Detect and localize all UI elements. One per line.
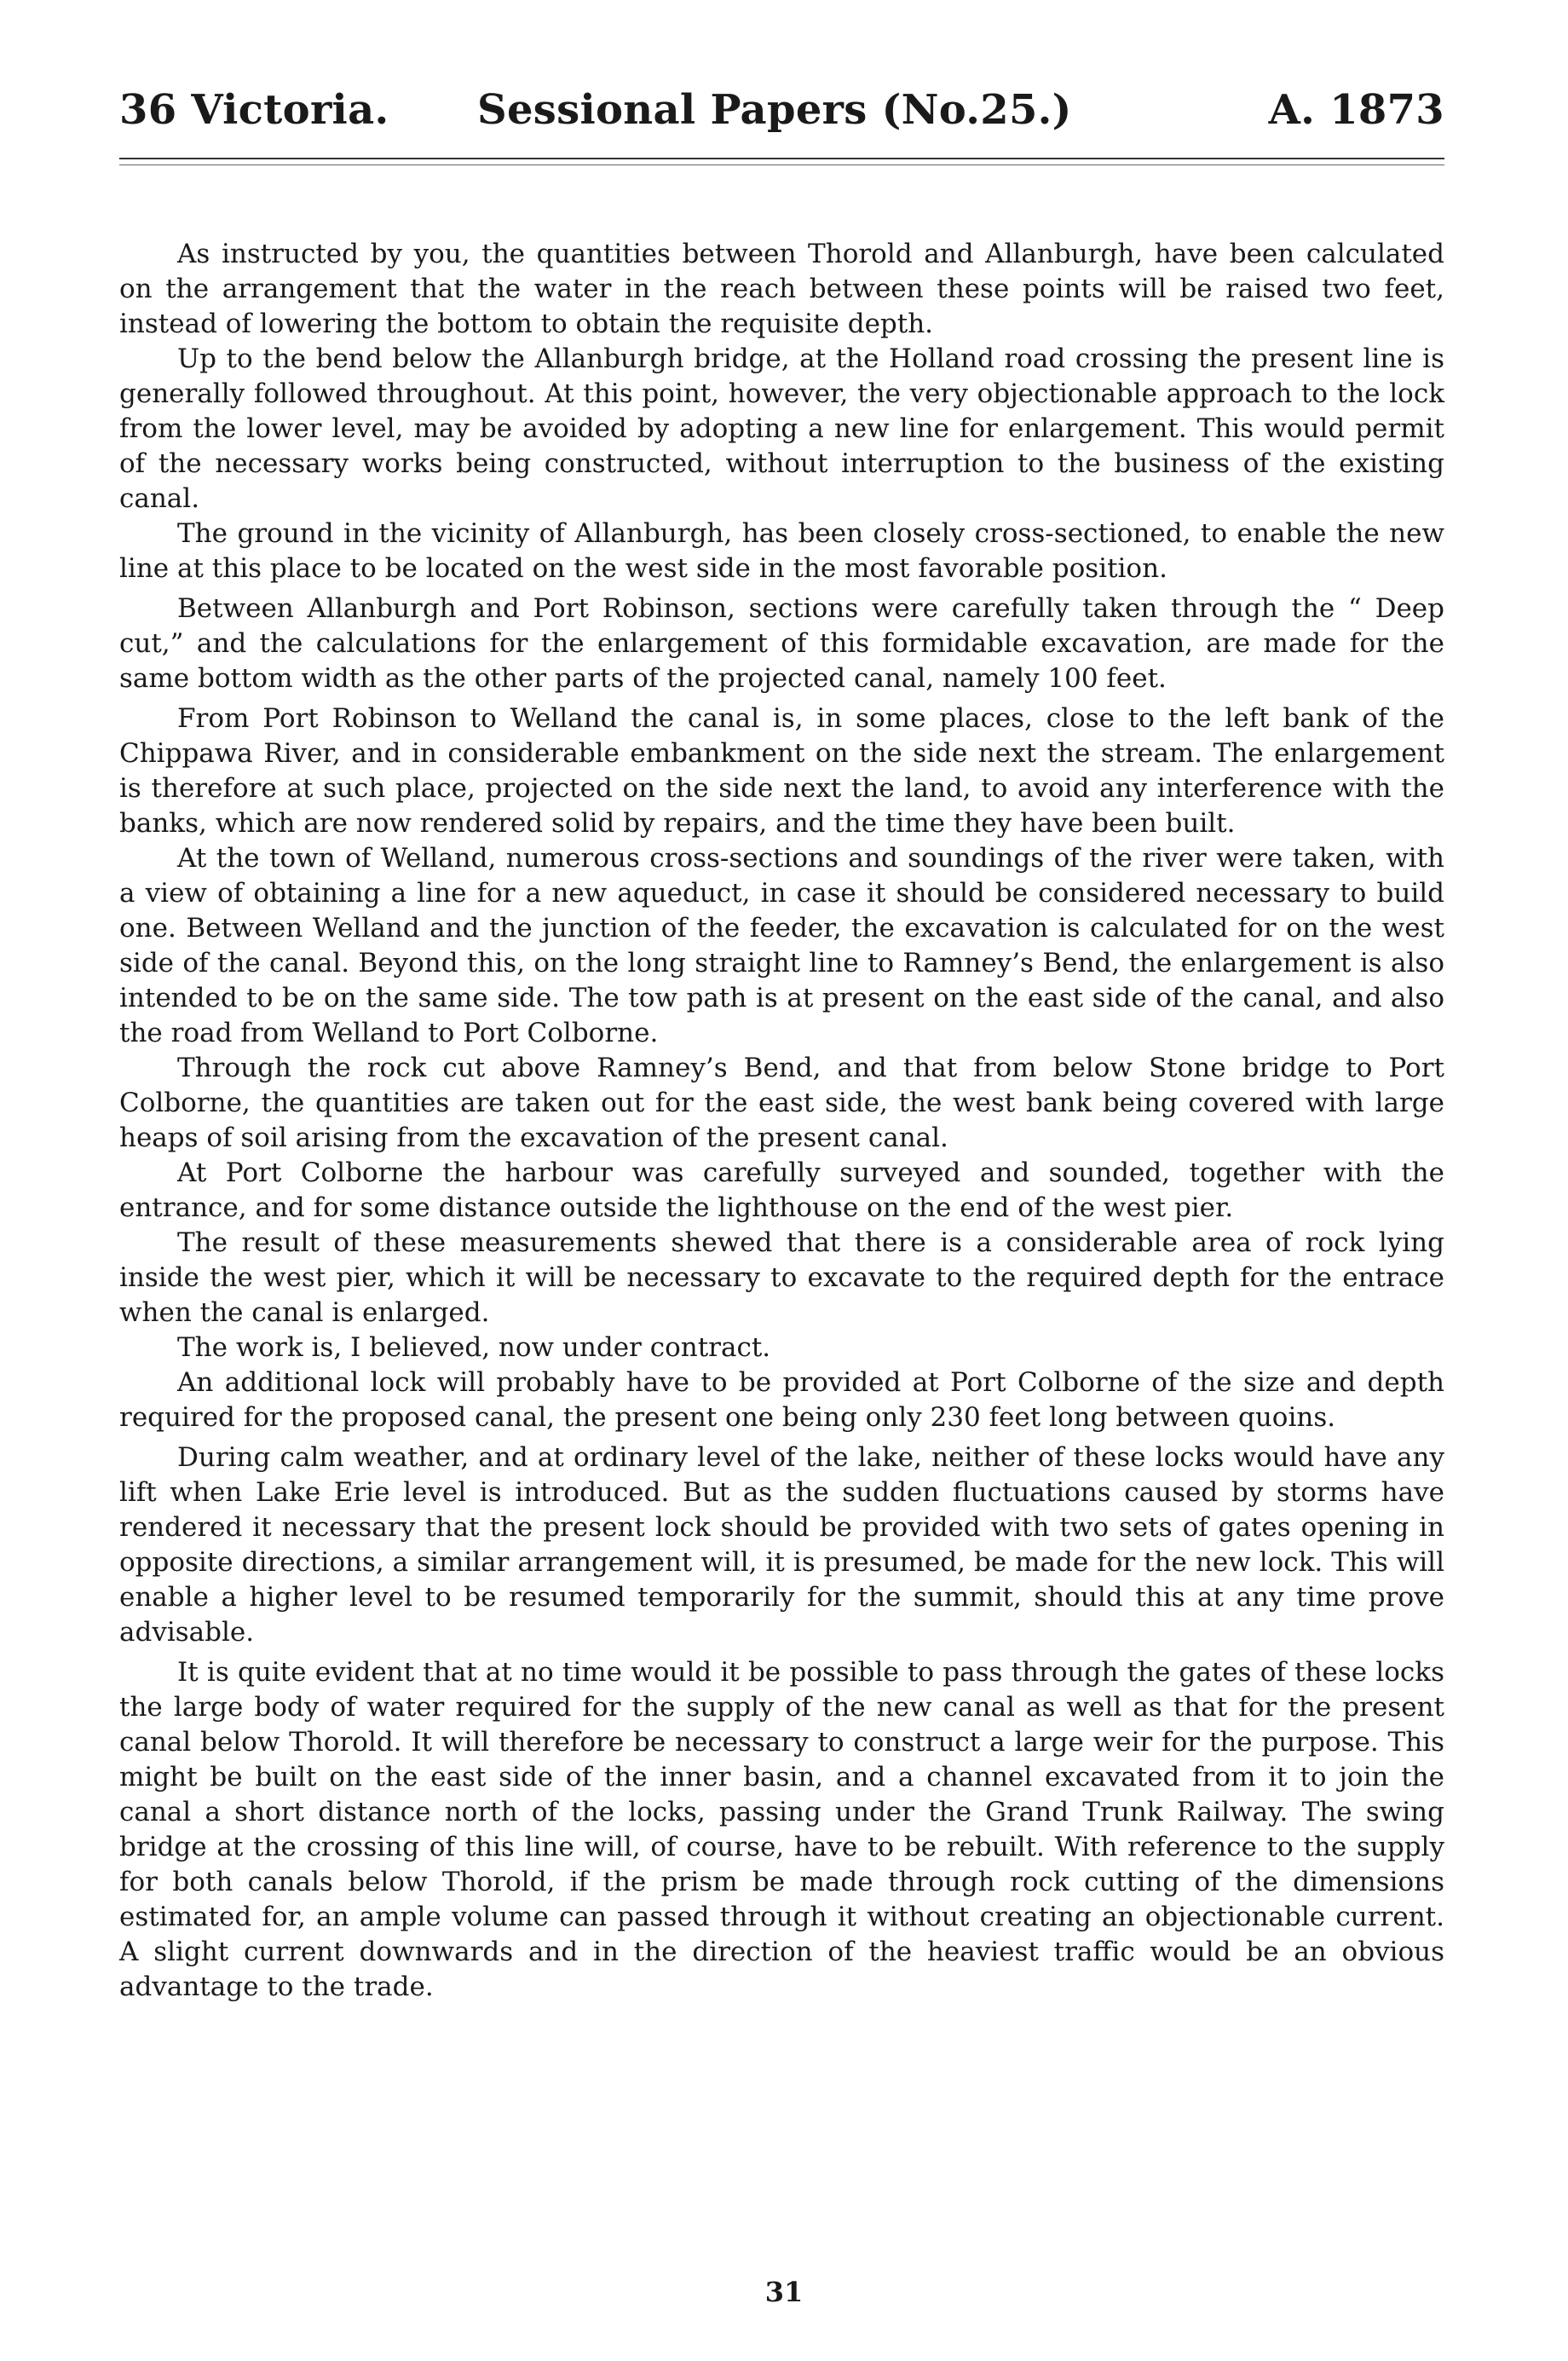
sessional-papers-title: Sessional Papers (No.25.)	[477, 86, 1072, 134]
paragraph: The work is, I believed, now under contract.	[177, 1332, 771, 1363]
body-text	[119, 237, 1444, 2005]
paragraph: At the town of Welland, numerous cross-sections and soundings of the river were taken, with a view of obtaining a line for a new aqueduct, in case it should be considered necessary to build one. Between Welland and the junction of the feeder, the excavation is calculated for on the west side of the canal. Beyond this, on the long straight line to Ramney’s Bend, the enlargement is also intended to be on the same side. The tow path is at present on the east side of the canal, and also the road from Welland to Port Colborne.	[119, 843, 1444, 1048]
paragraph: Between Allanburgh and Port Robinson, sections were carefully taken through the “ Deep cut,” and the calculations for the enlargement of this formidable excavation, are made for the same bottom width as the other parts of the projected canal, namely 100 feet.	[119, 593, 1444, 694]
year-label: A. 1873	[1268, 86, 1444, 134]
paragraph: Through the rock cut above Ramney’s Bend, and that from below Stone bridge to Port Colborne, the quantities are taken out for the east side, the west bank being covered with large heaps of soil arising from the excavation of the present canal.	[119, 1053, 1444, 1153]
paragraph: An additional lock will probably have to be provided at Port Colborne of the size and depth required for the proposed canal, the present one being only 230 feet long between quoins.	[119, 1367, 1444, 1433]
page-number: 31	[764, 2276, 804, 2308]
paragraph: It is quite evident that at no time would it be possible to pass through the gates of these locks the large body of water required for the supply of the new canal as well as that for the present canal below Thorold. It will therefore be necessary to construct a large weir for the purpose. This might be built on the east side of the inner basin, and a channel excavated from it to join the canal a short distance north of the locks, passing under the Grand Trunk Railway. The swing bridge at the crossing of this line will, of course, have to be rebuilt. With reference to the supply for both canals below Thorold, if the prism be made through rock cutting of the dimensions estimated for, an ample volume can passed through it without creating an objectionable current. A slight current downwards and in the direction of the heaviest traffic would be an obvious advantage to the trade.	[119, 1657, 1444, 2002]
paragraph: As instructed by you, the quantities between Thorold and Allanburgh, have been calculated on the arrangement that the water in the reach between these points will be raised two feet, instead of lowering the bottom to obtain the requisite depth.	[119, 239, 1444, 339]
header-rule	[119, 158, 1444, 159]
paragraph: During calm weather, and at ordinary level of the lake, neither of these locks would have any lift when Lake Erie level is introduced. But as the sudden fluctuations caused by storms have rendered it necessary that the present lock should be provided with two sets of gates opening in opposite directions, a similar arrangement will, it is presumed, be made for the new lock. This will enable a higher level to be resumed temporarily for the summit, should this at any time prove advisable.	[119, 1442, 1444, 1648]
paragraph: From Port Robinson to Welland the canal is, in some places, close to the left bank of the Chippawa River, and in considerable embankment on the side next the stream. The enlargement is therefore at such place, projected on the side next the land, to avoid any interference with the banks, which are now rendered solid by repairs, and the time they have been built.	[119, 703, 1444, 839]
paragraph: Up to the bend below the Allanburgh bridge, at the Holland road crossing the present line is generally followed throughout. At this point, however, the very objectionable approach to the lock from the lower level, may be avoided by adopting a new line for enlargement. This would permit of the necessary works being constructed, without interruption to the business of the existing canal.	[119, 343, 1444, 514]
page-header	[119, 86, 1444, 166]
session-label: 36 Victoria.	[119, 86, 389, 134]
paragraph: The result of these measurements shewed that there is a considerable area of rock lying inside the west pier, which it will be necessary to excavate to the required depth for the entrace when the canal is enlarged.	[119, 1227, 1444, 1328]
paragraph: The ground in the vicinity of Allanburgh, has been closely cross-sectioned, to enable the new line at this place to be located on the west side in the most favorable position.	[119, 518, 1444, 584]
paragraph: At Port Colborne the harbour was carefully surveyed and sounded, together with the entrance, and for some distance outside the lighthouse on the end of the west pier.	[119, 1157, 1444, 1223]
